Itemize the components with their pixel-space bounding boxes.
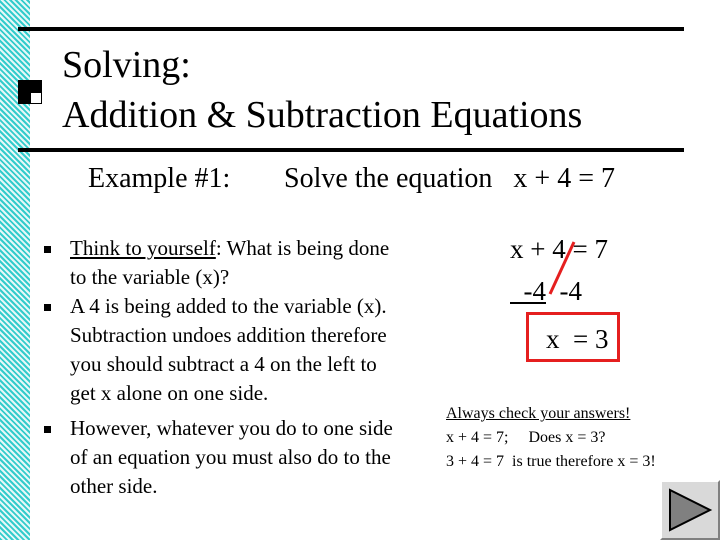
bullet-item [44,292,404,408]
work-subtract-left: -4 [510,276,546,306]
top-rule [18,27,684,31]
bullet-square-icon [44,246,51,253]
bullet-text: However, whatever you do to one side of an equation you must also do to the other side. [70,416,393,498]
bullet-text: : What is being done to the variable (x)? [70,236,390,289]
corner-square-decoration [18,80,30,92]
example-task: Solve the equation x + 4 = 7 [284,163,615,194]
example-label: Example #1: [88,163,231,194]
bullet-square-icon [44,426,51,433]
slide-title [62,40,582,140]
bullet-item [44,234,404,292]
check-heading: Always check your answers! [446,405,631,422]
title-divider [18,148,684,152]
bullet-list [44,234,404,501]
play-triangle-icon [662,482,718,538]
bullet-lead: Think to yourself [70,236,216,260]
check-line: 3 + 4 = 7 is true therefore x = 3! [446,453,656,470]
answer-text: x = 3 [546,324,609,354]
work-equation-line: x + 4 = 7 [510,234,608,264]
title-line-2: Addition & Subtraction Equations [62,94,583,136]
corner-square-decoration [18,92,30,104]
title-line-1: Solving: [62,44,191,86]
check-line: x + 4 = 7; Does x = 3? [446,429,606,446]
bullet-item [44,414,404,501]
bullet-square-icon [44,304,51,311]
cancel-strike-icon [548,238,578,298]
check-answers [446,402,656,474]
work-subtract-right: -4 [546,276,582,306]
corner-square-decoration [30,92,42,104]
corner-square-decoration [30,80,42,92]
bullet-text: A 4 is being added to the variable (x). Subtraction undoes addition therefore you should subtract a 4 on the left to get x alone on one side. [70,294,387,405]
next-slide-button[interactable] [660,480,720,540]
